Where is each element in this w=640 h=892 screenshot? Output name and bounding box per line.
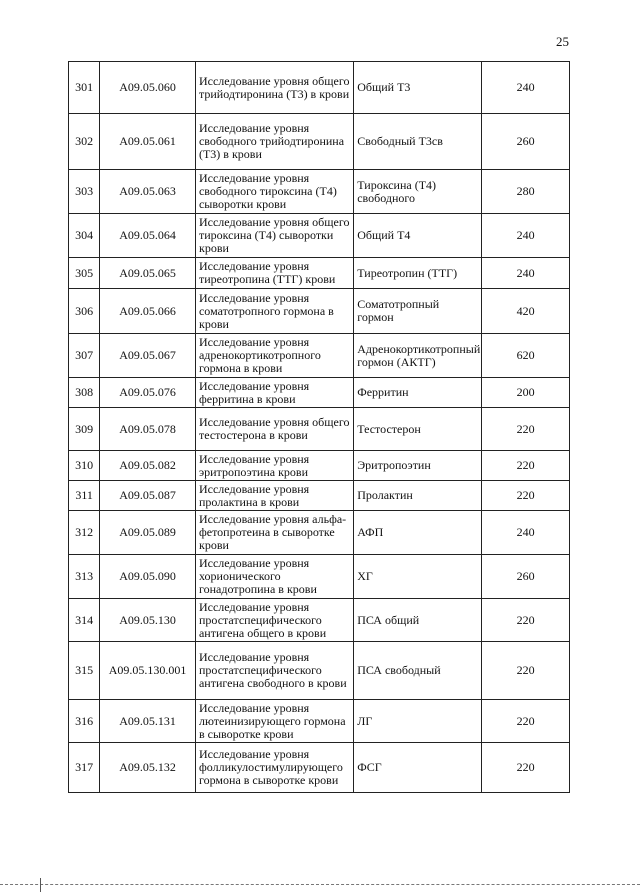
- service-name: Исследование уровня свободного тироксина (Т4) сыворотки крови: [195, 170, 353, 214]
- row-number: 311: [69, 481, 100, 511]
- table-row: [69, 700, 570, 743]
- service-code: A09.05.131: [100, 700, 196, 743]
- service-code: A09.05.076: [100, 378, 196, 408]
- service-name: Исследование уровня альфа-фетопротеина в сыворотке крови: [195, 511, 353, 555]
- service-code: A09.05.063: [100, 170, 196, 214]
- price: 220: [482, 642, 570, 700]
- table-row: [69, 511, 570, 555]
- service-code: A09.05.060: [100, 62, 196, 114]
- service-code: A09.05.061: [100, 114, 196, 170]
- row-number: 315: [69, 642, 100, 700]
- row-number: 310: [69, 451, 100, 481]
- service-code: A09.05.066: [100, 289, 196, 334]
- analysis-short-name: Адренокортикотропный гормон (АКТГ): [354, 334, 482, 378]
- table-row: [69, 170, 570, 214]
- price: 220: [482, 700, 570, 743]
- table-row: [69, 743, 570, 793]
- price: 240: [482, 258, 570, 289]
- service-name: Исследование уровня общего трийодтиронина (Т3) в крови: [195, 62, 353, 114]
- row-number: 316: [69, 700, 100, 743]
- service-name: Исследование уровня ферритина в крови: [195, 378, 353, 408]
- table-row: [69, 214, 570, 258]
- service-name: Исследование уровня адренокортикотропного гормона в крови: [195, 334, 353, 378]
- analysis-short-name: Эритропоэтин: [354, 451, 482, 481]
- table-row: [69, 289, 570, 334]
- service-name: Исследование уровня эритропоэтина крови: [195, 451, 353, 481]
- table-row: [69, 451, 570, 481]
- table-row: [69, 62, 570, 114]
- analysis-short-name: АФП: [354, 511, 482, 555]
- table-row: [69, 378, 570, 408]
- price: 280: [482, 170, 570, 214]
- footer-rule: [0, 884, 640, 885]
- analysis-short-name: ПСА свободный: [354, 642, 482, 700]
- price: 420: [482, 289, 570, 334]
- services-price-table: [68, 61, 570, 793]
- price: 220: [482, 451, 570, 481]
- analysis-short-name: ХГ: [354, 555, 482, 599]
- row-number: 307: [69, 334, 100, 378]
- table-row: [69, 408, 570, 451]
- service-code: A09.05.130.001: [100, 642, 196, 700]
- analysis-short-name: Тестостерон: [354, 408, 482, 451]
- price: 220: [482, 743, 570, 793]
- table-row: [69, 114, 570, 170]
- row-number: 304: [69, 214, 100, 258]
- price: 620: [482, 334, 570, 378]
- analysis-short-name: Соматотропный гормон: [354, 289, 482, 334]
- price: 220: [482, 408, 570, 451]
- analysis-short-name: Ферритин: [354, 378, 482, 408]
- row-number: 303: [69, 170, 100, 214]
- table-row: [69, 555, 570, 599]
- price: 240: [482, 62, 570, 114]
- table-body: [69, 62, 570, 793]
- service-code: A09.05.132: [100, 743, 196, 793]
- service-code: A09.05.065: [100, 258, 196, 289]
- service-name: Исследование уровня свободного трийодтиронина (Т3) в крови: [195, 114, 353, 170]
- price: 240: [482, 511, 570, 555]
- analysis-short-name: Свободный Т3св: [354, 114, 482, 170]
- analysis-short-name: ЛГ: [354, 700, 482, 743]
- service-name: Исследование уровня простатспецифического антигена свободного в крови: [195, 642, 353, 700]
- row-number: 306: [69, 289, 100, 334]
- service-name: Исследование уровня общего тироксина (Т4) сыворотки крови: [195, 214, 353, 258]
- table-row: [69, 334, 570, 378]
- page-number: 25: [556, 34, 569, 49]
- service-code: A09.05.089: [100, 511, 196, 555]
- row-number: 302: [69, 114, 100, 170]
- table-row: [69, 642, 570, 700]
- analysis-short-name: Пролактин: [354, 481, 482, 511]
- analysis-short-name: Тиреотропин (ТТГ): [354, 258, 482, 289]
- row-number: 313: [69, 555, 100, 599]
- service-name: Исследование уровня лютеинизирующего гормона в сыворотке крови: [195, 700, 353, 743]
- service-name: Исследование уровня пролактина в крови: [195, 481, 353, 511]
- row-number: 308: [69, 378, 100, 408]
- analysis-short-name: ПСА общий: [354, 599, 482, 642]
- table-row: [69, 481, 570, 511]
- table-row: [69, 258, 570, 289]
- analysis-short-name: Общий Т4: [354, 214, 482, 258]
- service-code: A09.05.090: [100, 555, 196, 599]
- table-row: [69, 599, 570, 642]
- footer-tick: [40, 878, 41, 892]
- service-name: Исследование уровня тиреотропина (ТТГ) крови: [195, 258, 353, 289]
- service-code: A09.05.087: [100, 481, 196, 511]
- service-code: A09.05.130: [100, 599, 196, 642]
- price: 200: [482, 378, 570, 408]
- row-number: 317: [69, 743, 100, 793]
- row-number: 312: [69, 511, 100, 555]
- service-name: Исследование уровня простатспецифического антигена общего в крови: [195, 599, 353, 642]
- analysis-short-name: ФСГ: [354, 743, 482, 793]
- price: 240: [482, 214, 570, 258]
- price: 260: [482, 555, 570, 599]
- price: 260: [482, 114, 570, 170]
- analysis-short-name: Общий Т3: [354, 62, 482, 114]
- price: 220: [482, 599, 570, 642]
- service-code: A09.05.064: [100, 214, 196, 258]
- row-number: 314: [69, 599, 100, 642]
- service-name: Исследование уровня хорионического гонадотропина в крови: [195, 555, 353, 599]
- service-code: A09.05.082: [100, 451, 196, 481]
- row-number: 305: [69, 258, 100, 289]
- service-name: Исследование уровня общего тестостерона в крови: [195, 408, 353, 451]
- row-number: 301: [69, 62, 100, 114]
- service-code: A09.05.078: [100, 408, 196, 451]
- service-name: Исследование уровня соматотропного гормона в крови: [195, 289, 353, 334]
- service-name: Исследование уровня фолликулостимулирующего гормона в сыворотке крови: [195, 743, 353, 793]
- service-code: A09.05.067: [100, 334, 196, 378]
- row-number: 309: [69, 408, 100, 451]
- analysis-short-name: Тироксина (Т4) свободного: [354, 170, 482, 214]
- price: 220: [482, 481, 570, 511]
